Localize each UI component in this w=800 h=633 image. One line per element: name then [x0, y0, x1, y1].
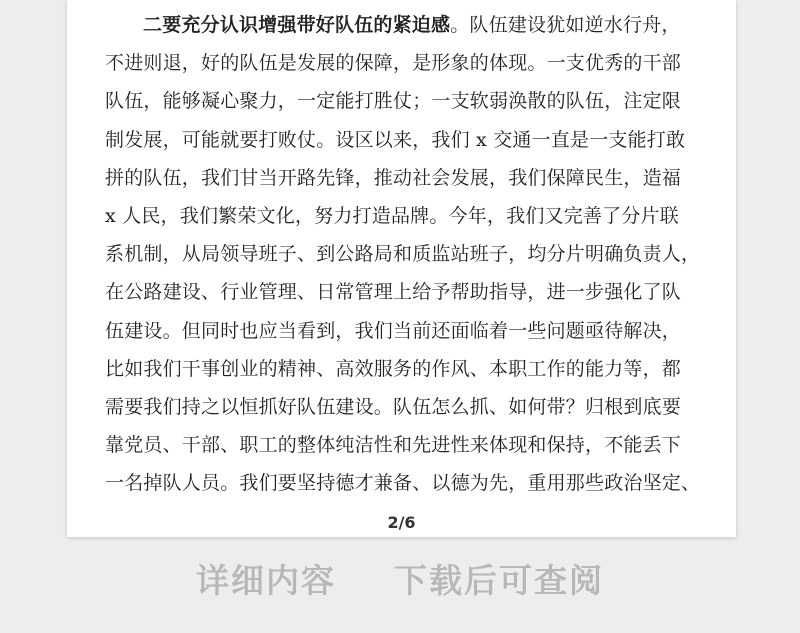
page-number: 2/6: [387, 513, 416, 532]
download-banner: [0, 555, 800, 602]
paragraph-line-10: 比如我们干事创业的精神、高效服务的作风、本职工作的能力等，都: [105, 357, 682, 380]
paragraph-line-13: 一名掉队人员。我们要坚持德才兼备、以德为先，重用那些政治坚定、: [105, 472, 701, 495]
paragraph-line-5: 拼的队伍，我们甘当开路先锋，推动社会发展，我们保障民生，造福: [105, 166, 682, 189]
paragraph-line-12: 靠党员、干部、职工的整体纯洁性和先进性来体现和保持，不能丢下: [105, 434, 682, 457]
paragraph-line-9: 伍建设。但同时也应当看到，我们当前还面临着一些问题亟待解决，: [105, 319, 682, 342]
banner-left-text: 详细内容: [196, 561, 336, 600]
banner-right-text: 下载后可查阅: [394, 561, 604, 600]
paragraph-line-6: x 人民，我们繁荣文化，努力打造品牌。今年，我们又完善了分片联: [105, 205, 679, 228]
paragraph-line-11: 需要我们持之以恒抓好队伍建设。队伍怎么抓、如何带？归根到底要: [105, 396, 682, 419]
line-text: 。队伍建设犹如逆水行舟，: [450, 14, 681, 36]
paragraph-line-3: 队伍，能够凝心聚力，一定能打胜仗；一支软弱涣散的队伍，注定限: [105, 90, 682, 113]
lead-heading: 二要充分认识增强带好队伍的紧迫感: [143, 14, 451, 36]
paragraph-line-2: 不进则退，好的队伍是发展的保障，是形象的体现。一支优秀的干部: [105, 52, 682, 75]
paragraph-line-4: 制发展，可能就要打败仗。设区以来，我们 x 交通一直是一支能打敢: [105, 128, 686, 151]
document-page: [67, 0, 736, 537]
paragraph-line-7: 系机制，从局领导班子、到公路局和质监站班子，均分片明确负责人，: [105, 243, 701, 266]
document-body: [105, 6, 701, 503]
paragraph-line-1: [105, 6, 693, 44]
paragraph-line-8: 在公路建设、行业管理、日常管理上给予帮助指导，进一步强化了队: [105, 281, 682, 304]
